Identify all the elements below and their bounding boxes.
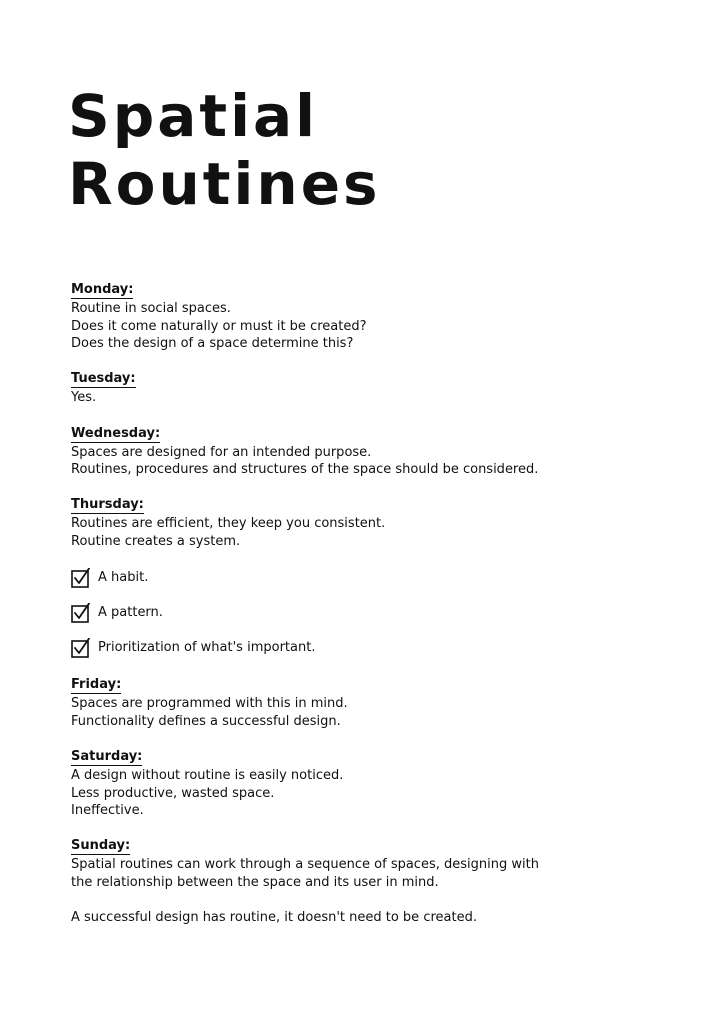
- section-wednesday: [71, 425, 631, 479]
- day-heading-wednesday: Wednesday:: [71, 425, 161, 441]
- checklist-item: [71, 567, 631, 589]
- section-tuesday: [71, 370, 631, 407]
- checklist-label: Prioritization of what's important.: [98, 639, 316, 655]
- day-list: [71, 281, 631, 927]
- title-line-2: Routines: [68, 150, 381, 218]
- checklist-item: [71, 637, 631, 659]
- checklist: [71, 567, 631, 659]
- text-line: Ineffective.: [71, 803, 144, 819]
- text-line: Does the design of a space determine this?: [71, 336, 354, 352]
- day-heading-tuesday: Tuesday:: [71, 371, 136, 387]
- day-heading-sunday: Sunday:: [71, 838, 131, 854]
- day-heading-monday: Monday:: [71, 282, 134, 297]
- text-line: Routine in social spaces.: [71, 301, 231, 316]
- text-line: Routine creates a system.: [71, 533, 241, 549]
- closing-statement: A successful design has routine, it doesn't need to be created.: [71, 910, 477, 926]
- day-heading-friday: Friday:: [71, 677, 122, 693]
- day-heading-thursday: Thursday:: [71, 497, 144, 513]
- text-line: Routines, procedures and structures of the space should be considered.: [71, 462, 539, 478]
- section-friday: [71, 676, 631, 730]
- section-sunday: [71, 837, 631, 891]
- text-line: Does it come naturally or must it be created?: [71, 318, 367, 334]
- checkbox-checked-icon: [71, 638, 91, 658]
- page-title: [68, 82, 381, 218]
- text-line: Yes.: [71, 390, 97, 406]
- text-line: Spaces are programmed with this in mind.: [71, 696, 348, 712]
- checklist-item: [71, 602, 631, 624]
- section-thursday: [71, 496, 631, 658]
- section-monday: [71, 281, 631, 353]
- checklist-label: A habit.: [98, 569, 149, 585]
- text-line: Spatial routines can work through a sequence of spaces, designing with: [71, 857, 539, 873]
- text-line: Routines are efficient, they keep you consistent.: [71, 516, 386, 532]
- section-saturday: [71, 748, 631, 820]
- text-line: Functionality defines a successful design.: [71, 713, 341, 729]
- title-line-1: Spatial: [68, 82, 319, 150]
- checkbox-checked-icon: [71, 568, 91, 588]
- text-line: Spaces are designed for an intended purpose.: [71, 444, 372, 460]
- checkbox-checked-icon: [71, 603, 91, 623]
- day-heading-saturday: Saturday:: [71, 748, 143, 764]
- checklist-label: A pattern.: [98, 604, 163, 620]
- text-line: A design without routine is easily noticed.: [71, 767, 344, 783]
- text-line: the relationship between the space and its user in mind.: [71, 874, 439, 890]
- text-line: Less productive, wasted space.: [71, 785, 275, 801]
